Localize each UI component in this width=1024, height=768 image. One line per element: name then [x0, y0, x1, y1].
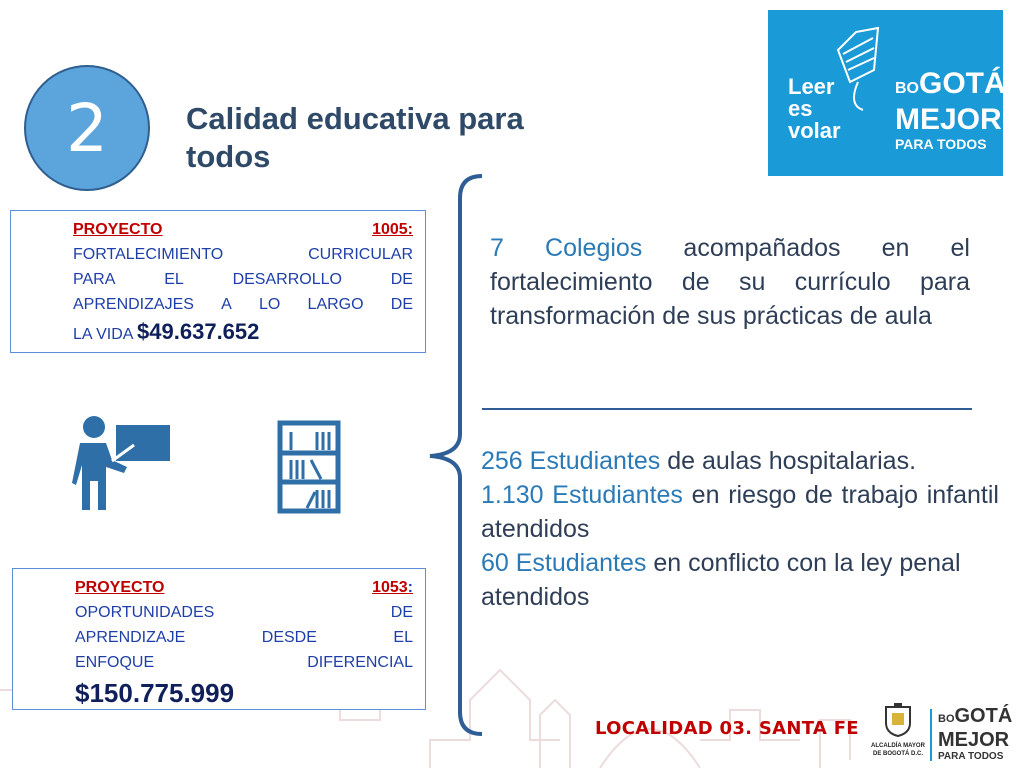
project-1005-line2 — [73, 267, 413, 292]
word: DE — [390, 296, 413, 313]
logo-para-todos: PARA TODOS — [895, 136, 987, 152]
project-1053-line3 — [75, 650, 413, 675]
result-student-highlight: 1.130 Estudiantes — [481, 481, 683, 509]
word: EL — [393, 629, 413, 646]
footer-mejor: MEJOR — [938, 729, 1010, 751]
project-1053-header — [75, 575, 413, 600]
project-1005-label: PROYECTO — [73, 221, 163, 238]
result-colegios — [490, 231, 970, 333]
project-1053-box — [12, 568, 426, 710]
word: APRENDIZAJES — [73, 296, 194, 313]
word: ENFOQUE — [75, 654, 155, 671]
curly-brace — [426, 172, 488, 738]
project-1005-amount: $49.637.652 — [137, 319, 260, 344]
logo-bogota: GOTÁ — [919, 67, 1006, 100]
result-student-item — [481, 444, 999, 478]
project-1053-code-suffix: : — [407, 579, 413, 596]
word: DIFERENCIAL — [307, 654, 413, 671]
project-1053-label: PROYECTO — [75, 579, 165, 596]
result-students — [481, 444, 999, 614]
word: CURRICULAR — [308, 246, 413, 263]
project-1053-line4 — [75, 675, 413, 716]
divider-line — [482, 408, 972, 410]
bogota-mejor-footer-logo — [930, 705, 1024, 765]
project-1005-prefix: LA VIDA — [73, 326, 133, 343]
result-student-item — [481, 546, 999, 614]
word: DESARROLLO — [232, 271, 342, 288]
result-student-highlight: 256 Estudiantes — [481, 447, 661, 475]
result-student-text: de aulas hospitalarias. — [660, 447, 917, 475]
logo-leer: Leer — [788, 74, 835, 99]
word: APRENDIZAJE — [75, 629, 186, 646]
logo-volar: volar — [788, 118, 841, 143]
footer-bogota-prefix: BO — [938, 713, 955, 725]
section-number: 2 — [66, 89, 108, 167]
result-student-item — [481, 478, 999, 546]
word: A — [221, 296, 232, 313]
word: DE — [390, 604, 413, 621]
word: EL — [164, 271, 184, 288]
word: FORTALECIMIENTO — [73, 246, 224, 263]
logo-bogota-prefix: BO — [895, 80, 919, 97]
project-1005-box — [10, 210, 426, 353]
project-1053-amount: $150.775.999 — [75, 678, 235, 708]
project-1053-line2 — [75, 625, 413, 650]
alcaldia-logo — [868, 703, 928, 765]
alcaldia-line2: DE BOGOTÁ D.C. — [872, 751, 923, 757]
result-colegios-text: acompañados en el fortalecimiento de su currículo para transformación de sus prácticas de aula — [490, 234, 970, 330]
project-1005-code: 1005: — [372, 221, 413, 238]
result-colegios-highlight: 7 Colegios — [490, 234, 643, 262]
logo-es: es — [788, 96, 813, 121]
leer-es-volar-logo — [768, 10, 1006, 176]
word: DE — [390, 271, 413, 288]
project-1005-line1 — [73, 242, 413, 267]
project-1053-line1 — [75, 600, 413, 625]
project-1005-line4 — [73, 317, 413, 350]
footer-bogota: GOTÁ — [954, 705, 1013, 727]
locality-label: LOCALIDAD 03. SANTA FE — [595, 718, 859, 739]
result-student-text: en riesgo de trabajo infantil atendidos — [481, 481, 999, 543]
result-student-text: en conflicto con la ley penal atendidos — [481, 549, 961, 611]
project-1005-line3 — [73, 292, 413, 317]
word: LARGO — [307, 296, 364, 313]
bookshelf-icon — [277, 420, 341, 514]
project-1053-code: 1053 — [372, 579, 408, 596]
word: PARA — [73, 271, 116, 288]
alcaldia-line1: ALCALDÍA MAYOR — [871, 743, 925, 749]
section-number-badge — [24, 65, 150, 191]
word: OPORTUNIDADES — [75, 604, 215, 621]
teacher-icon — [72, 415, 172, 510]
footer-para-todos: PARA TODOS — [938, 751, 1004, 762]
word: DESDE — [261, 629, 317, 646]
result-student-highlight: 60 Estudiantes — [481, 549, 647, 577]
coat-of-arms-icon — [882, 703, 914, 737]
section-title: Calidad educativa para todos — [186, 101, 524, 174]
word: LO — [259, 296, 281, 313]
logo-mejor: MEJOR — [895, 103, 1002, 136]
project-1005-header — [73, 217, 413, 242]
